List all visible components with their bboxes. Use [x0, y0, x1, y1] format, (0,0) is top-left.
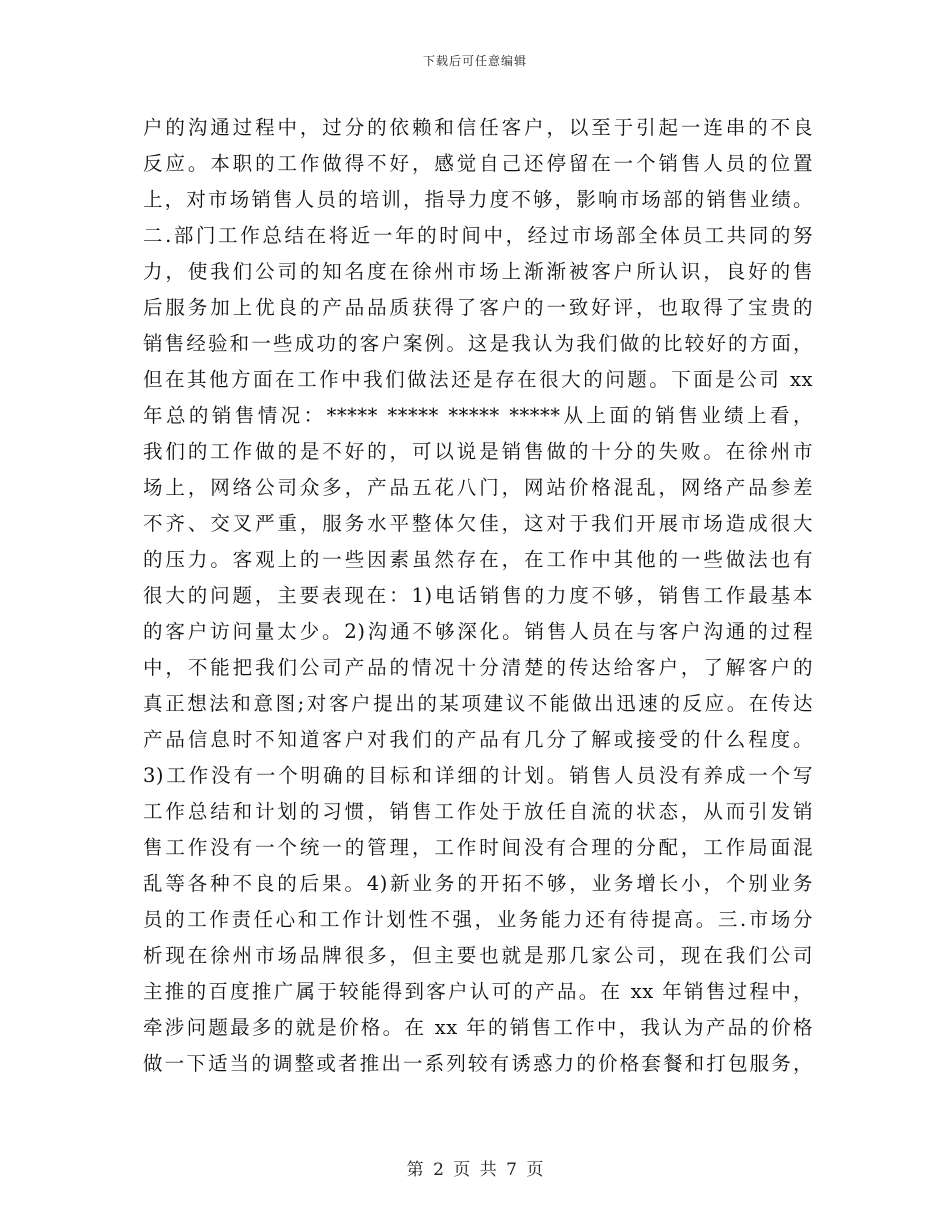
text-line: 场上，网络公司众多，产品五花八门，网站价格混乱，网络产品参差 [143, 476, 813, 499]
text-line: 工作总结和计划的习惯，销售工作处于放任自流的状态，从而引发销 [143, 800, 813, 823]
text-line: 主推的百度推广属于较能得到客户认可的产品。在 xx 年销售过程中， [143, 980, 813, 1003]
text-line: 力，使我们公司的知名度在徐州市场上渐渐被客户所认识，良好的售 [143, 260, 813, 283]
text-line: 销售经验和一些成功的客户案例。这是我认为我们做的比较好的方面， [143, 332, 813, 355]
text-line: 但在其他方面在工作中我们做法还是存在很大的问题。下面是公司 xx [143, 368, 813, 391]
text-line: 反应。本职的工作做得不好，感觉自己还停留在一个销售人员的位置 [143, 152, 813, 175]
text-line: 不齐、交叉严重，服务水平整体欠佳，这对于我们开展市场造成很大 [143, 512, 813, 535]
page-number: 第 2 页 共 7 页 [406, 1160, 544, 1180]
text-line: 上，对市场销售人员的培训，指导力度不够，影响市场部的销售业绩。 [143, 188, 813, 211]
text-line: 户的沟通过程中，过分的依赖和信任客户，以至于引起一连串的不良 [143, 116, 813, 139]
text-line: 很大的问题，主要表现在：1)电话销售的力度不够，销售工作最基本 [143, 584, 813, 607]
text-line: 做一下适当的调整或者推出一系列较有诱惑力的价格套餐和打包服务， [143, 1052, 813, 1075]
text-line: 真正想法和意图;对客户提出的某项建议不能做出迅速的反应。在传达 [143, 692, 813, 715]
text-line: 售工作没有一个统一的管理，工作时间没有合理的分配，工作局面混 [143, 836, 813, 859]
text-line: 中，不能把我们公司产品的情况十分清楚的传达给客户，了解客户的 [143, 656, 813, 679]
text-line: 的压力。客观上的一些因素虽然存在，在工作中其他的一些做法也有 [143, 548, 813, 571]
text-line: 牵涉问题最多的就是价格。在 xx 年的销售工作中，我认为产品的价格 [143, 1016, 813, 1039]
text-line: 后服务加上优良的产品品质获得了客户的一致好评，也取得了宝贵的 [143, 296, 813, 319]
document-body [143, 110, 813, 1082]
text-line: 乱等各种不良的后果。4)新业务的开拓不够，业务增长小，个别业务 [143, 872, 813, 895]
text-line: 产品信息时不知道客户对我们的产品有几分了解或接受的什么程度。 [143, 728, 813, 751]
text-line: 年总的销售情况：***** ***** ***** *****从上面的销售业绩上看， [143, 404, 813, 427]
text-line: 员的工作责任心和工作计划性不强，业务能力还有待提高。三.市场分 [143, 908, 813, 931]
text-line: 析现在徐州市场品牌很多，但主要也就是那几家公司，现在我们公司 [143, 944, 813, 967]
page-header: 下载后可任意编辑 [422, 54, 527, 68]
text-line: 的客户访问量太少。2)沟通不够深化。销售人员在与客户沟通的过程 [143, 620, 813, 643]
text-line: 二.部门工作总结在将近一年的时间中，经过市场部全体员工共同的努 [143, 224, 813, 247]
text-line: 3)工作没有一个明确的目标和详细的计划。销售人员没有养成一个写 [143, 764, 813, 787]
text-line: 我们的工作做的是不好的，可以说是销售做的十分的失败。在徐州市 [143, 440, 813, 463]
